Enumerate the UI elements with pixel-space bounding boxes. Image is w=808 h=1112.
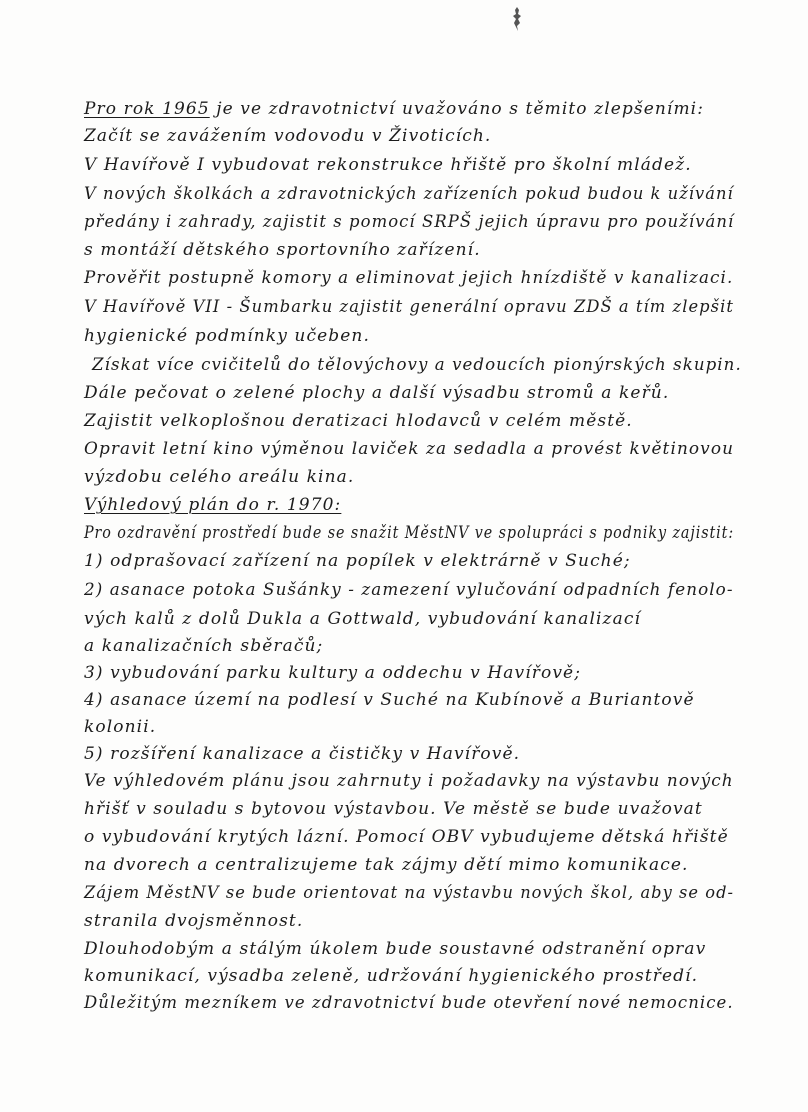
text-line-4: V nových školkách a zdravotnických zařízeních pokud budou k užívání [84,184,734,204]
text-line-1 [84,98,705,120]
text-line-24: 5) rozšíření kanalizace a čističky v Havířově. [84,744,521,764]
text-line-28: na dvorech a centralizujeme tak zájmy dětí mimo komunikace. [84,855,689,875]
text-line-21: 3) vybudování parku kultury a oddechu v Havířově; [84,663,582,683]
text-line-23: kolonii. [84,717,157,737]
text-line-9: hygienické podmínky učeben. [84,326,370,346]
line-1-rest: je ve zdravotnictví uvažováno s těmito zlepšeními: [209,99,705,119]
text-line-31: Dlouhodobým a stálým úkolem bude soustavné odstranění oprav [84,939,707,959]
text-line-22: 4) asanace území na podlesí v Suché na Kubínově a Buriantově [84,690,695,710]
text-line-19: vých kalů z dolů Dukla a Gottwald, vybudování kanalizací [84,609,641,629]
text-line-14: výzdobu celého areálu kina. [84,467,355,487]
heading-outlook-plan: Výhledový plán do r. 1970: [84,495,342,515]
text-line-2: Začít se zavážením vodovodu v Životicích. [84,126,492,146]
text-line-16: Pro ozdravění prostředí bude se snažit MěstNV ve spolupráci s podniky zajistit: [84,523,735,543]
text-line-3: V Havířově I vybudovat rekonstrukce hřiště pro školní mládež. [84,155,692,175]
text-line-32: komunikací, výsadba zeleně, udržování hygienického prostředí. [84,966,699,986]
heading-year-1965: Pro rok 1965 [84,99,210,119]
text-line-13: Opravit letní kino výměnou laviček za sedadla a provést květinovou [84,439,735,459]
text-line-12: Zajistit velkoplošnou deratizaci hlodavců v celém městě. [84,411,633,431]
text-line-27: o vybudování krytých lázní. Pomocí OBV vybudujeme dětská hřiště [84,827,729,847]
text-line-17: 1) odprašovací zařízení na popílek v elektrárně v Suché; [84,551,631,571]
text-line-25: Ve výhledovém plánu jsou zahrnuty i požadavky na výstavbu nových [84,771,734,791]
text-line-8: V Havířově VII - Šumbarku zajistit generální opravu ZDŠ a tím zlepšit [84,297,734,317]
text-line-33: Důležitým mezníkem ve zdravotnictví bude otevření nové nemocnice. [84,993,734,1013]
text-line-11: Dále pečovat o zelené plochy a další výsadbu stromů a keřů. [84,383,670,403]
text-line-6: s montáží dětského sportovního zařízení. [84,240,481,260]
text-line-15 [84,494,341,516]
text-line-30: stranila dvojsměnnost. [84,911,304,931]
text-line-20: a kanalizačních sběračů; [84,636,324,656]
text-line-26: hřišť v souladu s bytovou výstavbou. Ve městě se bude uvažovat [84,799,703,819]
text-line-10: Získat více cvičitelů do tělovýchovy a vedoucích pionýrských skupin. [92,355,742,375]
text-line-5: předány i zahrady, zajistit s pomocí SRPŠ jejich úpravu pro používání [84,212,735,232]
text-line-18: 2) asanace potoka Sušánky - zamezení vylučování odpadních fenolo- [84,580,734,600]
text-line-29: Zájem MěstNV se bude orientovat na výstavbu nových škol, aby se od- [84,883,735,903]
ink-speck-mark [511,6,525,32]
text-line-7: Prověřit postupně komory a eliminovat jejich hnízdiště v kanalizaci. [84,268,734,288]
